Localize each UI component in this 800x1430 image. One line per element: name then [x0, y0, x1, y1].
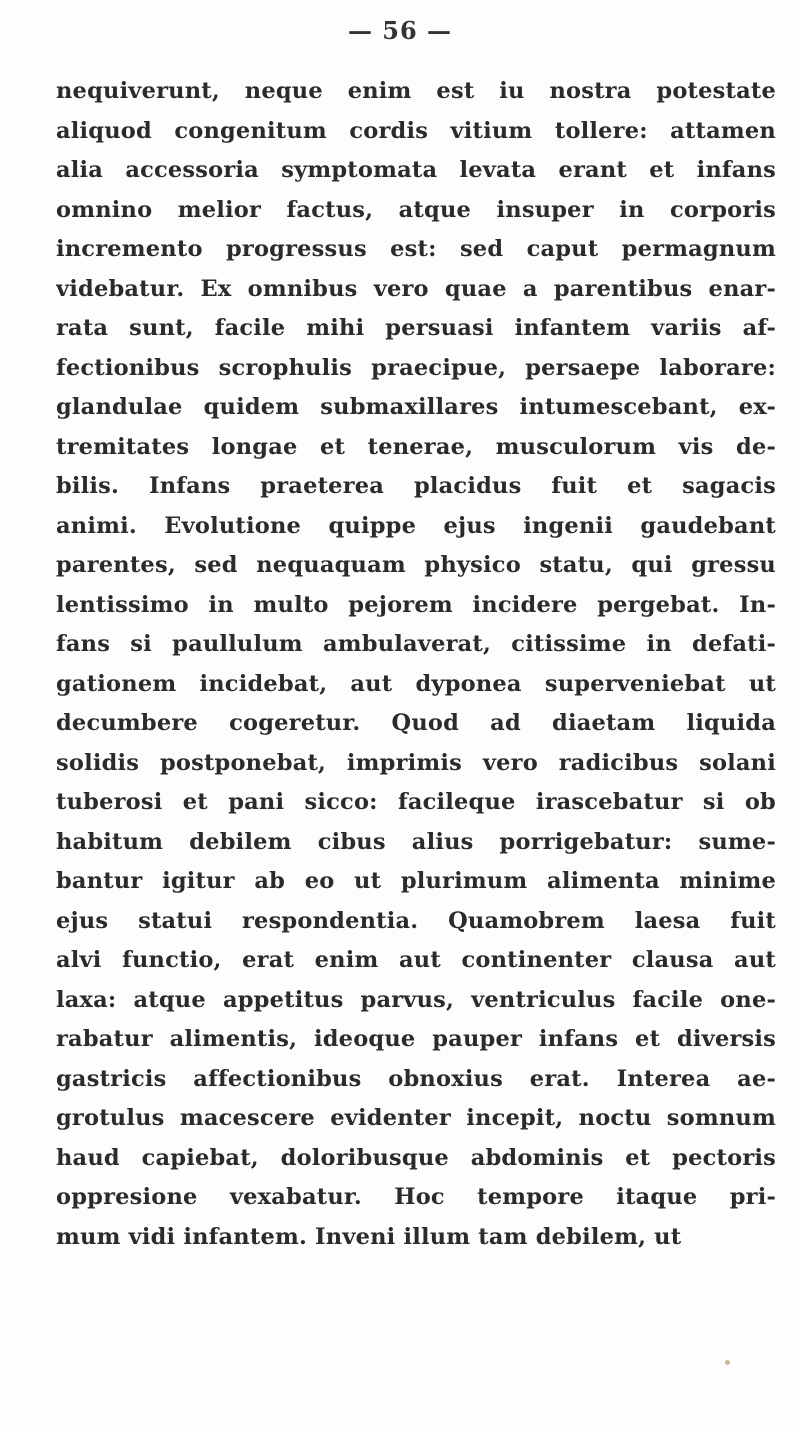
text-line: ejus statui respondentia. Quamobrem laesa fuit: [56, 907, 776, 934]
body-text: [56, 72, 776, 1257]
text-line: glandulae quidem submaxillares intumescebant, ex-: [56, 394, 776, 420]
text-line: decumbere cogeretur. Quod ad diaetam liquida: [56, 710, 776, 736]
text-line: gastricis affectionibus obnoxius erat. Interea ae-: [56, 1065, 776, 1092]
text-line: nequiverunt, neque enim est iu nostra potestate: [56, 78, 776, 104]
page-number: — 56 —: [347, 16, 453, 45]
text-line: incremento progressus est: sed caput permagnum: [56, 236, 776, 262]
text-line: alia accessoria symptomata levata erant et infans: [56, 157, 776, 183]
text-line: animi. Evolutione quippe ejus ingenii gaudebant: [56, 512, 776, 539]
text-line: solidis postponebat, imprimis vero radicibus solani: [56, 749, 776, 776]
text-line: rata sunt, facile mihi persuasi infantem variis af-: [56, 315, 776, 341]
text-line: habitum debilem cibus alius porrigebatur: sume-: [56, 828, 776, 855]
text-line: aliquod congenitum cordis vitium tollere: attamen: [56, 117, 776, 144]
text-line: gationem incidebat, aut dyponea superveniebat ut: [56, 670, 776, 697]
text-line: oppresione vexabatur. Hoc tempore itaque pri-: [56, 1184, 776, 1210]
text-line: alvi functio, erat enim aut continenter clausa aut: [56, 947, 776, 973]
text-line: videbatur. Ex omnibus vero quae a parentibus enar-: [56, 275, 776, 302]
text-line: tuberosi et pani sicco: facileque irascebatur si ob: [56, 789, 776, 815]
text-line: bantur igitur ab eo ut plurimum alimenta minime: [56, 868, 776, 894]
paper-speck: [725, 1360, 730, 1365]
text-line: haud capiebat, doloribusque abdominis et pectoris: [56, 1144, 776, 1171]
text-line: mum vidi infantem. Inveni illum tam debilem, ut: [56, 1223, 682, 1250]
text-line: fectionibus scrophulis praecipue, persaepe laborare:: [56, 354, 776, 381]
text-line: bilis. Infans praeterea placidus fuit et sagacis: [56, 473, 776, 499]
text-line: fans si paullulum ambulaverat, citissime in defati-: [56, 631, 776, 657]
text-line: parentes, sed nequaquam physico statu, qui gressu: [56, 552, 776, 578]
text-line: lentissimo in multo pejorem incidere pergebat. In-: [56, 591, 776, 618]
text-line: rabatur alimentis, ideoque pauper infans et diversis: [56, 1026, 776, 1052]
text-line: tremitates longae et tenerae, musculorum vis de-: [56, 433, 776, 460]
text-line: grotulus macescere evidenter incepit, noctu somnum: [56, 1105, 776, 1131]
text-line: omnino melior factus, atque insuper in corporis: [56, 196, 776, 223]
text-line: laxa: atque appetitus parvus, ventriculus facile one-: [56, 986, 776, 1013]
